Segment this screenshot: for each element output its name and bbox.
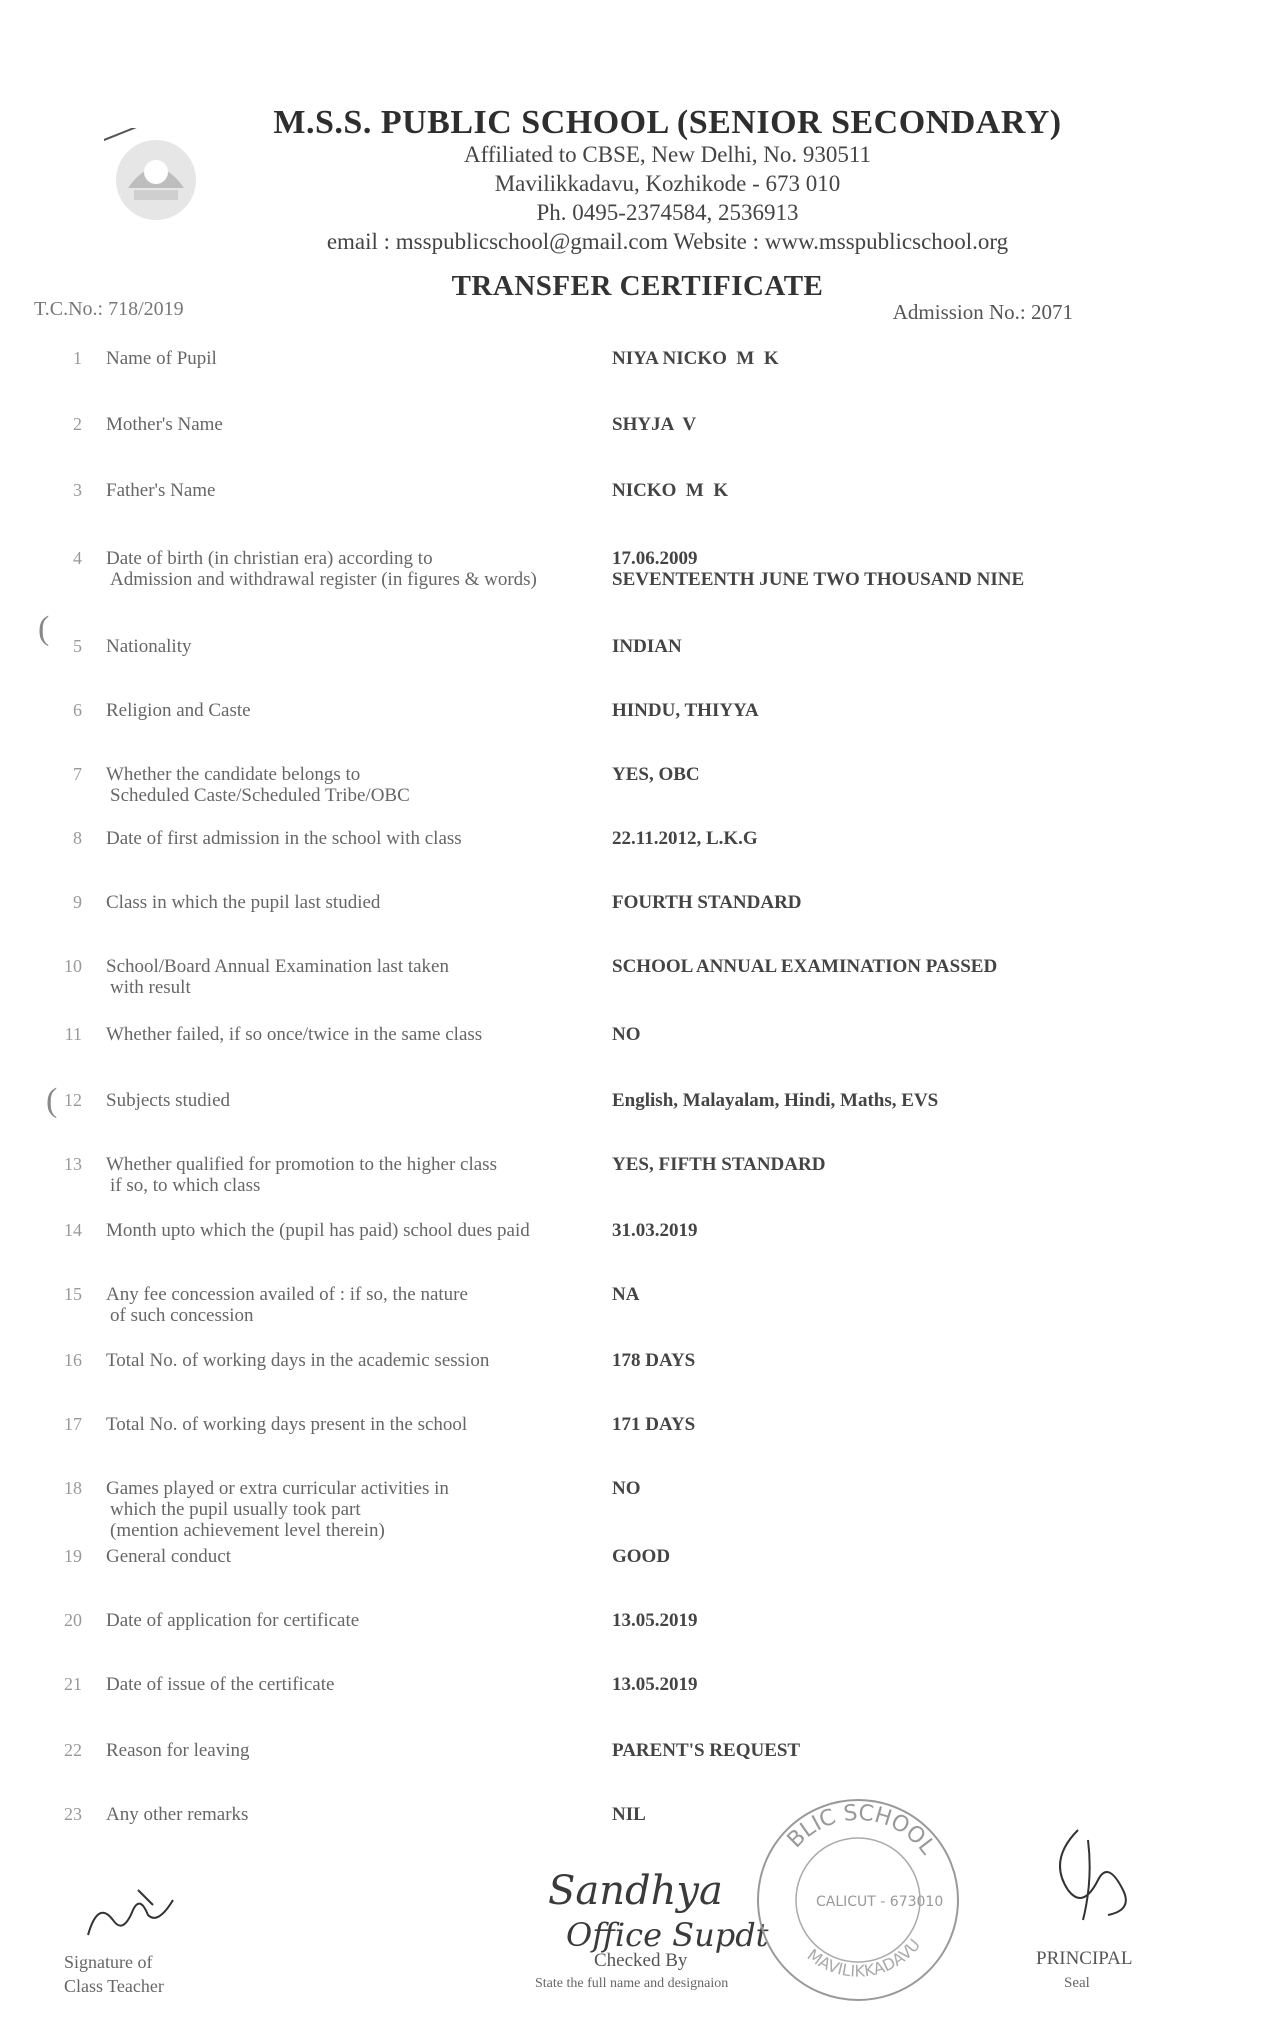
field-label xyxy=(106,1284,576,1326)
field-value xyxy=(612,1090,1232,1111)
field-label xyxy=(106,1674,576,1695)
field-value-line: NO xyxy=(612,1024,641,1045)
school-seal xyxy=(738,1780,978,2020)
row-number: 13 xyxy=(64,1154,82,1174)
school-name: M.S.S. PUBLIC SCHOOL (SENIOR SECONDARY) xyxy=(273,104,1062,141)
field-value xyxy=(612,548,1232,590)
field-label xyxy=(106,348,576,369)
field-label xyxy=(106,414,576,435)
checked-by-note: State the full name and designaion xyxy=(535,1976,729,1991)
school-phone: Ph. 0495-2374584, 2536913 xyxy=(536,200,799,225)
field-value xyxy=(612,1546,1232,1567)
row-number: 17 xyxy=(64,1414,82,1434)
svg-text:BLIC SCHOOL: BLIC SCHOOL xyxy=(782,1800,940,1860)
field-value-line: NIYA NICKO M K xyxy=(612,348,779,369)
field-label-line: of such concession xyxy=(110,1305,254,1326)
field-label-line: General conduct xyxy=(106,1546,232,1567)
field-value-line: NA xyxy=(612,1284,640,1305)
field-value-line: GOOD xyxy=(612,1546,671,1567)
field-value-line: INDIAN xyxy=(612,636,682,657)
field-value xyxy=(612,700,1232,721)
field-label-line: Whether the candidate belongs to xyxy=(106,764,361,785)
field-value xyxy=(612,828,1232,849)
field-value-line: NO xyxy=(612,1478,641,1499)
field-value-line: 22.11.2012, L.K.G xyxy=(612,828,758,849)
field-value xyxy=(612,1220,1232,1241)
field-value xyxy=(612,1610,1232,1631)
field-label-line: Total No. of working days in the academic session xyxy=(106,1350,490,1371)
row-number: 7 xyxy=(73,764,82,784)
field-value-line: FOURTH STANDARD xyxy=(612,892,802,913)
field-value xyxy=(612,414,1232,435)
field-label-line: Any fee concession availed of : if so, the nature xyxy=(106,1284,468,1305)
seal-label: Seal xyxy=(1064,1975,1090,1991)
field-label xyxy=(106,700,576,721)
field-label-line: Date of birth (in christian era) according to xyxy=(106,548,433,569)
field-label-line: Name of Pupil xyxy=(106,348,217,369)
field-label-line: Subjects studied xyxy=(106,1090,231,1111)
class-teacher-label: Signature of Class Teacher xyxy=(64,1952,164,1996)
row-number: 5 xyxy=(73,636,82,656)
field-label-line: (mention achievement level therein) xyxy=(110,1520,385,1541)
field-value-line: NICKO M K xyxy=(612,480,729,501)
school-contact: email : msspublicschool@gmail.com Website : www.msspublicschool.org xyxy=(326,229,1009,254)
principal-label: PRINCIPAL xyxy=(1036,1948,1133,1969)
field-value xyxy=(612,1674,1232,1695)
row-number: 10 xyxy=(64,956,82,976)
field-label-line: Whether qualified for promotion to the higher class xyxy=(106,1154,497,1175)
field-value-line: HINDU, THIYYA xyxy=(612,700,759,721)
field-label-line: Date of application for certificate xyxy=(106,1610,360,1631)
field-label-line: with result xyxy=(110,977,191,998)
field-value-line: YES, OBC xyxy=(612,764,700,785)
svg-text:MAVILIKKADAVU: MAVILIKKADAVU xyxy=(803,1935,925,1981)
field-value xyxy=(612,1154,1232,1175)
field-label xyxy=(106,1024,576,1045)
field-label xyxy=(106,1740,576,1761)
punch-mark: ( xyxy=(46,1082,58,1119)
field-value-line: PARENT'S REQUEST xyxy=(612,1740,801,1761)
school-address: Mavilikkadavu, Kozhikode - 673 010 xyxy=(494,171,841,196)
field-label xyxy=(106,828,576,849)
principal-signature xyxy=(1038,1820,1148,1945)
field-label xyxy=(106,1350,576,1371)
field-value-line: SHYJA V xyxy=(612,414,697,435)
punch-mark: ( xyxy=(38,610,50,647)
field-label xyxy=(106,1090,576,1111)
field-label-line: Date of first admission in the school with class xyxy=(106,828,462,849)
tc-number: T.C.No.: 718/2019 xyxy=(34,298,184,320)
field-label-line: if so, to which class xyxy=(110,1175,261,1196)
row-number: 21 xyxy=(64,1674,82,1694)
field-label xyxy=(106,1804,576,1825)
affiliation: Affiliated to CBSE, New Delhi, No. 930511 xyxy=(464,142,871,167)
field-label-line: Games played or extra curricular activities in xyxy=(106,1478,449,1499)
field-value-line: 13.05.2019 xyxy=(612,1610,698,1631)
field-value xyxy=(612,348,1232,369)
certificate-title: TRANSFER CERTIFICATE xyxy=(451,270,824,302)
row-number: 12 xyxy=(64,1090,82,1110)
field-label-line: Reason for leaving xyxy=(106,1740,250,1761)
field-label-line: Father's Name xyxy=(106,480,216,501)
field-label xyxy=(106,548,576,590)
field-value-line: 17.06.2009 xyxy=(612,548,698,569)
field-value xyxy=(612,1024,1232,1045)
row-number: 2 xyxy=(73,414,82,434)
field-label-line: Whether failed, if so once/twice in the same class xyxy=(106,1024,483,1045)
field-value-line: SCHOOL ANNUAL EXAMINATION PASSED xyxy=(612,956,998,977)
row-number: 3 xyxy=(73,480,82,500)
field-label-line: Religion and Caste xyxy=(106,700,251,721)
field-value xyxy=(612,480,1232,501)
field-label-line: Scheduled Caste/Scheduled Tribe/OBC xyxy=(110,785,410,806)
field-label xyxy=(106,892,576,913)
field-value-line: SEVENTEENTH JUNE TWO THOUSAND NINE xyxy=(612,569,1025,590)
field-value-line: NIL xyxy=(612,1804,646,1825)
svg-text:CALICUT - 673010: CALICUT - 673010 xyxy=(816,1894,944,1910)
field-label-line: Total No. of working days present in the school xyxy=(106,1414,468,1435)
admission-number: Admission No.: 2071 xyxy=(892,300,1073,324)
field-value-line: 178 DAYS xyxy=(612,1350,696,1371)
handwritten-name: Sandhya xyxy=(548,1868,723,1914)
field-label xyxy=(106,1414,576,1435)
row-number: 19 xyxy=(64,1546,82,1566)
field-value xyxy=(612,892,1232,913)
field-value-line: YES, FIFTH STANDARD xyxy=(612,1154,826,1175)
row-number: 15 xyxy=(64,1284,82,1304)
field-label xyxy=(106,1610,576,1631)
row-number: 20 xyxy=(64,1610,82,1630)
field-label-line: Mother's Name xyxy=(106,414,223,435)
field-value xyxy=(612,1284,1232,1305)
row-number: 4 xyxy=(73,548,82,568)
field-label xyxy=(106,1220,576,1241)
field-value-line: 171 DAYS xyxy=(612,1414,696,1435)
row-number: 16 xyxy=(64,1350,82,1370)
field-label xyxy=(106,764,576,806)
row-number: 8 xyxy=(73,828,82,848)
field-value xyxy=(612,636,1232,657)
row-number: 14 xyxy=(64,1220,82,1240)
field-value xyxy=(612,764,1232,785)
field-label xyxy=(106,480,576,501)
field-label-line: Admission and withdrawal register (in figures & words) xyxy=(110,569,537,590)
field-value xyxy=(612,1414,1232,1435)
field-value xyxy=(612,1740,1232,1761)
row-number: 11 xyxy=(64,1024,82,1044)
field-value-line: 31.03.2019 xyxy=(612,1220,698,1241)
field-value-line: English, Malayalam, Hindi, Maths, EVS xyxy=(612,1090,939,1111)
field-label-line: Nationality xyxy=(106,636,192,657)
row-number: 6 xyxy=(73,700,82,720)
field-label-line: which the pupil usually took part xyxy=(110,1499,361,1520)
field-label xyxy=(106,956,576,998)
row-number: 18 xyxy=(64,1478,82,1498)
field-value xyxy=(612,1478,1232,1499)
field-value xyxy=(612,956,1232,977)
field-label xyxy=(106,1478,576,1541)
field-label-line: School/Board Annual Examination last taken xyxy=(106,956,449,977)
field-label-line: Month upto which the (pupil has paid) school dues paid xyxy=(106,1220,530,1241)
row-number: 23 xyxy=(64,1804,82,1824)
field-label-line: Any other remarks xyxy=(106,1804,249,1825)
class-teacher-signature xyxy=(78,1880,188,1955)
field-value-line: 13.05.2019 xyxy=(612,1674,698,1695)
field-label xyxy=(106,636,576,657)
field-value xyxy=(612,1350,1232,1371)
handwritten-designation: Office Supdt xyxy=(566,1916,769,1954)
row-number: 9 xyxy=(73,892,82,912)
row-number: 1 xyxy=(73,348,82,368)
field-label-line: Date of issue of the certificate xyxy=(106,1674,335,1695)
field-label xyxy=(106,1546,576,1567)
field-label-line: Class in which the pupil last studied xyxy=(106,892,381,913)
checked-by-label: Checked By xyxy=(594,1950,688,1971)
field-label xyxy=(106,1154,576,1196)
row-number: 22 xyxy=(64,1740,82,1760)
